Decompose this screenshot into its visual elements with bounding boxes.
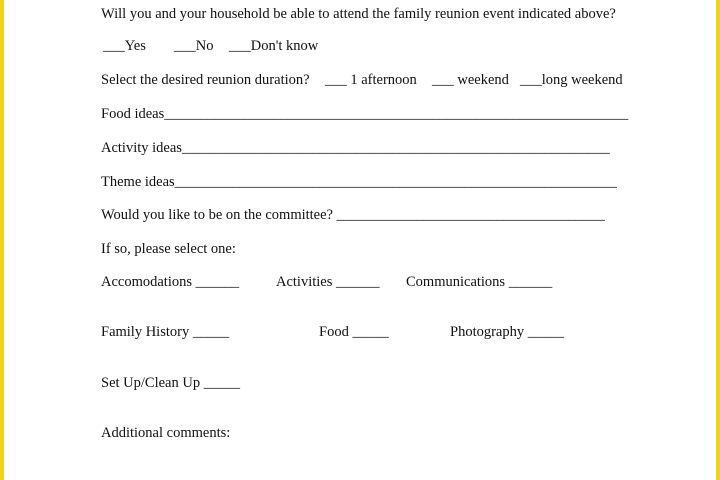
option-family-history[interactable]: Family History _____ — [101, 324, 230, 340]
option-communications[interactable]: Communications ______ — [406, 274, 553, 290]
option-yes[interactable]: ___Yes — [103, 38, 146, 54]
select-one-label: If so, please select one: — [101, 241, 236, 257]
committee-question[interactable]: Would you like to be on the committee? _____________________________________ — [101, 207, 605, 223]
option-activities[interactable]: Activities ______ — [276, 274, 380, 290]
theme-ideas-field[interactable]: Theme ideas_____________________________________________________________ — [101, 174, 617, 190]
option-dont-know[interactable]: ___Don't know — [229, 38, 319, 54]
option-photography[interactable]: Photography _____ — [450, 324, 564, 340]
duration-long-weekend[interactable]: ___long weekend — [520, 72, 623, 88]
duration-weekend[interactable]: ___ weekend — [432, 72, 509, 88]
attend-question: Will you and your household be able to attend the family reunion event indicated above? — [101, 6, 616, 22]
food-ideas-field[interactable]: Food ideas________________________________________________________________ — [101, 106, 629, 122]
duration-afternoon[interactable]: ___ 1 afternoon — [325, 72, 417, 88]
option-setup-cleanup[interactable]: Set Up/Clean Up _____ — [101, 375, 240, 391]
option-food[interactable]: Food _____ — [319, 324, 389, 340]
option-no[interactable]: ___No — [174, 38, 214, 54]
option-accomodations[interactable]: Accomodations ______ — [101, 274, 240, 290]
additional-comments-label: Additional comments: — [101, 425, 231, 441]
duration-question: Select the desired reunion duration? — [101, 72, 310, 88]
activity-ideas-field[interactable]: Activity ideas___________________________________________________________ — [101, 140, 610, 156]
